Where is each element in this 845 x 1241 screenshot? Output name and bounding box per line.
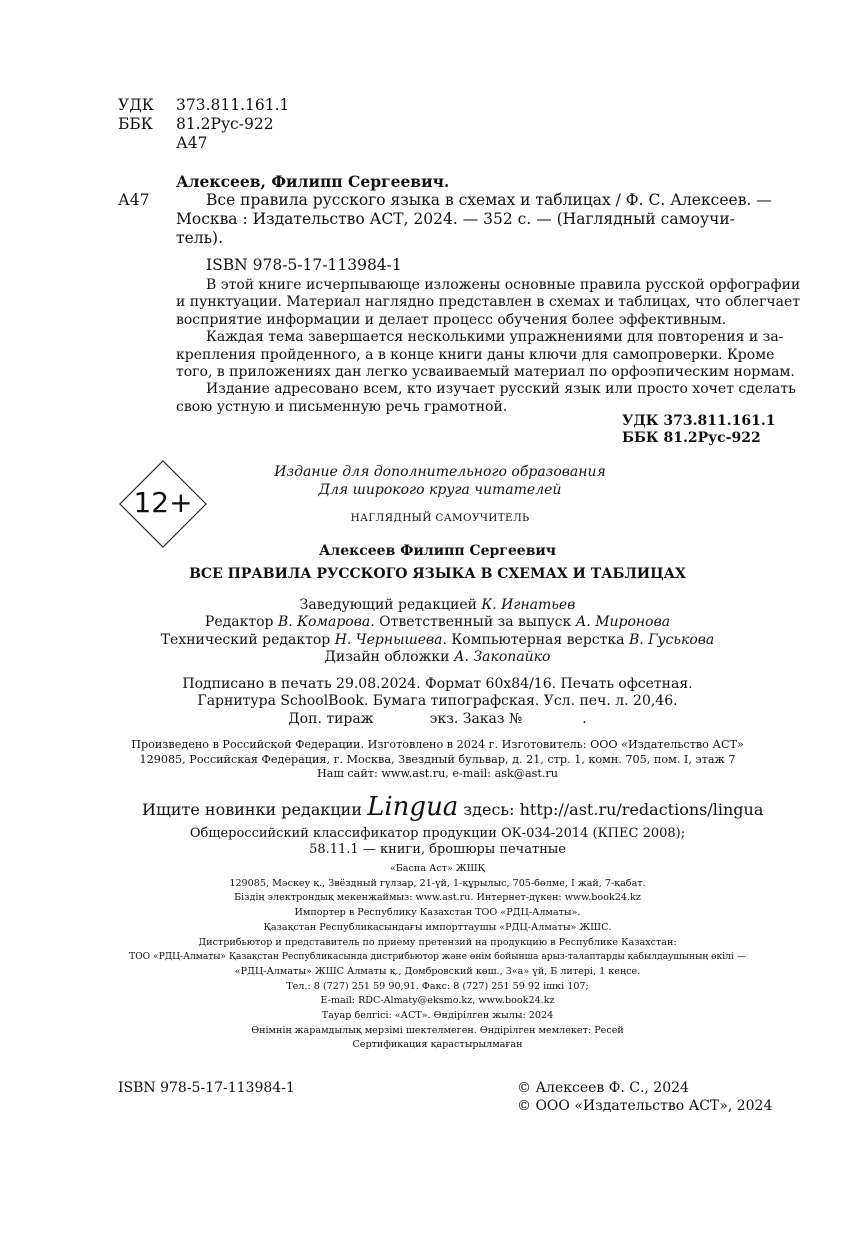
annotation-line: В этой книге исчерпывающе изложены основные правила русской орфографии: [206, 277, 801, 293]
age-rating-badge: [118, 459, 208, 549]
okpd: [150, 826, 725, 858]
credit-name: В. Гуськова: [628, 631, 715, 648]
credits: [100, 597, 775, 667]
book-author: Алексеев Филипп Сергеевич: [318, 543, 557, 559]
kz-line: E-mail: RDC-Almaty@eksmo.kz, www.book24.kz: [320, 995, 555, 1007]
catalog-author-sign: А47: [118, 191, 150, 209]
kz-line: «Баспа Аст» ЖШҚ: [389, 863, 486, 874]
copyright-author: © Алексеев Ф. С., 2024: [517, 1080, 689, 1096]
annotation-udk: УДК 373.811.161.1: [622, 413, 776, 429]
annotation-line: Издание адресовано всем, кто изучает русский язык или просто хочет сделать: [206, 381, 796, 398]
credit-label: Технический редактор: [160, 631, 331, 648]
classification-block: [118, 96, 289, 153]
credit-label: Редактор: [204, 614, 274, 631]
print-line: Доп. тираж: [288, 710, 374, 727]
udk-label: УДК: [118, 96, 154, 114]
age-rating: 12+: [133, 486, 193, 519]
okpd-line: Общероссийский классификатор продукции ОК-034-2014 (КПЕС 2008);: [189, 826, 686, 841]
print-line: .: [582, 710, 587, 727]
credit-name: Н. Чернышева: [334, 631, 443, 648]
footer-isbn: ISBN 978-5-17-113984-1: [118, 1080, 295, 1096]
annotation-line: и пунктуации. Материал наглядно представлен в схемах и таблицах, что облегчает: [176, 294, 801, 311]
edition-note-2: Для широкого круга читателей: [318, 482, 562, 498]
annotation-line: свою устную и письменную речь грамотной.: [176, 398, 508, 415]
kz-line: ТОО «РДЦ-Алматы» Қазақстан Республикасында дистрибьютор және өнім бойынша арыз-талаптарды қабылдаушының өкілі —: [129, 952, 746, 963]
catalog-author-heading: Алексеев, Филипп Сергеевич.: [176, 172, 450, 191]
kz-line: «РДЦ-Алматы» ЖШС Алматы қ., Домбровский көш., 3«а» үй, Б литері, 1 кеңсе.: [234, 965, 641, 977]
annotation: [176, 277, 801, 416]
author-sign: А47: [176, 134, 208, 152]
bbk-label: ББК: [118, 115, 153, 133]
catalog-line: Все правила русского языка в схемах и таблицах / Ф. С. Алексеев. —: [206, 191, 772, 209]
okpd-line: 58.11.1 — книги, брошюры печатные: [309, 842, 566, 857]
kz-line: 129085, Мәскеу қ., Звёздный гүлзар, 21-үй, 1-құрылыс, 705-бөлме, I жай, 7-қабат.: [229, 877, 646, 889]
annotation-line: того, в приложениях дан легко усваиваемый материал по орфоэпическим нормам.: [176, 364, 795, 381]
annotation-line: восприятие информации и делает процесс обучения более эффективным.: [176, 311, 727, 328]
annotation-bbk: ББК 81.2Рус-922: [622, 430, 761, 446]
kz-line: Импортер в Республику Казахстан ТОО «РДЦ-Алматы».: [294, 907, 581, 919]
production-line: Наш сайт: www.ast.ru, e-mail: ask@ast.ru: [317, 767, 558, 781]
credit-name: К. Игнатьев: [481, 597, 576, 613]
print-line: Гарнитура SchoolBook. Бумага типографская. Усл. печ. л. 20,46.: [197, 693, 678, 710]
production: [80, 738, 795, 782]
credit-name: В. Комарова: [277, 614, 371, 631]
print-info: [100, 676, 775, 728]
kz-line: Дистрибьютор и представитель по приему претензий на продукцию в Республике Казахстан:: [198, 936, 677, 948]
lingua-logo: Lingua: [367, 792, 459, 822]
annotation-line: Каждая тема завершается несколькими упражнениями для повторения и за-: [206, 329, 784, 346]
print-line: экз. Заказ №: [429, 710, 523, 727]
kz-line: Тауар белгісі: «АСТ». Өндірілген жылы: 2024: [321, 1010, 554, 1022]
credit-label: . Компьютерная верстка: [442, 631, 625, 648]
bbk-value: 81.2Рус-922: [176, 115, 274, 133]
catalog-entry: [176, 191, 772, 248]
promo-lead: Ищите новинки редакции: [142, 800, 362, 819]
kz-line: Сертификация қарастырылмаған: [352, 1039, 523, 1051]
catalog-line: Москва : Издательство АСТ, 2024. — 352 с. — (Наглядный самоучи-: [176, 210, 735, 228]
credit-label: Дизайн обложки: [324, 649, 450, 666]
production-line: 129085, Российская Федерация, г. Москва, Звездный бульвар, д. 21, стр. 1, комн. 705, пом. I, этаж 7: [139, 752, 736, 766]
book-title: ВСЕ ПРАВИЛА РУССКОГО ЯЗЫКА В СХЕМАХ И ТАБЛИЦАХ: [189, 566, 686, 582]
promo-tail: здесь: http://ast.ru/redactions/lingua: [463, 800, 764, 819]
kz-line: Өнімнің жарамдылық мерзімі шектелмеген. Өндірілген мемлекет: Ресей: [251, 1024, 624, 1036]
production-line: Произведено в Российской Федерации. Изготовлено в 2024 г. Изготовитель: ООО «Издательство АСТ»: [131, 738, 744, 751]
credit-name: А. Миронова: [575, 614, 671, 631]
copyright-publisher: © ООО «Издательство АСТ», 2024: [517, 1098, 773, 1114]
series-name: НАГЛЯДНЫЙ САМОУЧИТЕЛЬ: [350, 512, 530, 524]
udk-value: 373.811.161.1: [176, 96, 290, 114]
catalog-line: тель).: [176, 229, 224, 247]
kz-line: Қазақстан Республикасындағы импорттаушы «РДЦ-Алматы» ЖШС.: [263, 921, 612, 933]
kazakh-block: [60, 862, 815, 1053]
print-line: Подписано в печать 29.08.2024. Формат 60х84/16. Печать офсетная.: [182, 676, 693, 692]
edition-note-1: Издание для дополнительного образования: [274, 464, 606, 480]
credit-label: . Ответственный за выпуск: [370, 614, 572, 631]
credit-label: Заведующий редакцией: [299, 597, 477, 613]
promo-line: [142, 792, 763, 825]
credit-name: А. Закопайко: [453, 649, 551, 666]
catalog-isbn: ISBN 978-5-17-113984-1: [206, 256, 402, 274]
annotation-line: крепления пройденного, а в конце книги даны ключи для самопроверки. Кроме: [176, 346, 775, 363]
kz-line: Біздің электрондық мекенжаймыз: www.ast.ru. Интернет-дүкен: www.book24.kz: [234, 892, 641, 904]
kz-line: Тел.: 8 (727) 251 59 90,91. Факс: 8 (727) 251 59 92 ішкі 107;: [286, 980, 589, 992]
